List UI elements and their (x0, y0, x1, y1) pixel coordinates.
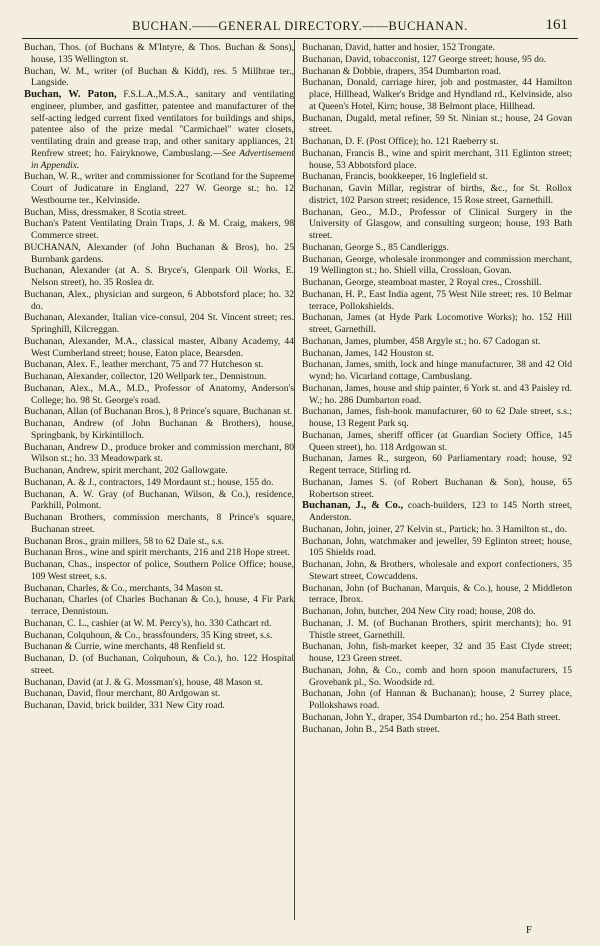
entry-text: Buchanan Bros., grain millers, 58 to 62 Dale st., s.s. (24, 535, 224, 547)
entry-text: Buchanan, Alexander, collector, 120 Wellpark ter., Dennistoun. (24, 371, 267, 382)
left-column (24, 42, 294, 712)
entry-text: Buchanan, David (at J. & G. Mossman's), house, 48 Mason st. (24, 676, 263, 688)
entry-text: Buchanan, David, brick builder, 331 New City road. (24, 700, 225, 711)
directory-entry (24, 171, 294, 206)
directory-entry (24, 289, 294, 313)
entry-text: Buchanan & Dobbie, drapers, 354 Dumbarton road. (302, 65, 502, 77)
directory-entry (302, 477, 572, 501)
entry-text: Buchanan, James, sheriff officer (at Guardian Society Office, 145 Queen street), ho. 118 Ardgowan st. (302, 429, 572, 453)
directory-entry (24, 359, 294, 371)
entry-name: Buchan, W. Paton, (24, 89, 117, 100)
directory-entry (302, 359, 572, 383)
directory-entry (302, 712, 572, 724)
entry-text: Buchanan, John, joiner, 27 Kelvin st., Partick; ho. 3 Hamilton st., do. (302, 523, 568, 535)
entry-text: Buchanan, J. M. (of Buchanan Brothers, spirit merchants); ho. 91 Thistle street, Garnethill. (302, 617, 572, 641)
directory-entry (302, 559, 572, 583)
entry-text: Buchanan, Alex., physician and surgeon, 6 Abbotsford place; ho. 32 do. (24, 288, 294, 312)
directory-entry (302, 524, 572, 536)
directory-entry (302, 254, 572, 278)
directory-entry (302, 406, 572, 430)
directory-entry (302, 500, 572, 524)
directory-entry (302, 77, 572, 112)
directory-entry (24, 465, 294, 477)
directory-entry (302, 312, 572, 336)
directory-entry (302, 113, 572, 137)
directory-entry (24, 242, 294, 266)
entry-text: Buchanan & Currie, wine merchants, 48 Renfield st. (24, 641, 226, 653)
entry-text: Buchanan, James R., surgeon, 60 Parliamentary road; house, 92 Regent terrace, Stirling rd. (302, 453, 572, 476)
directory-entry (302, 453, 572, 477)
directory-entry (24, 371, 294, 383)
entry-text: Buchan, Miss, dressmaker, 8 Scotia street. (24, 206, 187, 218)
entry-text: Buchanan, James, 142 Houston st. (302, 347, 434, 359)
entry-text: Buchanan, Francis B., wine and spirit merchant, 311 Eglinton street; house, 53 Abbotsford place. (302, 147, 572, 171)
entry-text: Buchanan, David, tobacconist, 127 George street; house, 95 do. (302, 53, 547, 65)
entry-text: F.S.L.A.,M.S.A., sanitary and ventilating engineer, plumber, and gasfitter, patentee and manufacturer of the self-acting ledged current fixed ventilators for buildings and ships, patentee also of the prize medal "Carmichael" water closets, ventilating drain and grease trap, and other sanitary appliances, 21 Renfrew street; ho. Fairyknowe, Cambuslang.— (31, 89, 294, 159)
directory-entry (302, 348, 572, 360)
directory-entry (302, 289, 572, 313)
entry-text: Buchanan, John, watchmaker and jeweller, 59 Eglinton street; house, 105 Shields road. (302, 535, 572, 559)
entry-text: Buchanan, David, flour merchant, 80 Ardgowan st. (24, 688, 221, 700)
entry-text: Buchanan, Alex., M.A., M.D., Professor of Anatomy, Anderson's College; ho. 98 St. George's road. (24, 382, 294, 406)
directory-entry (302, 207, 572, 242)
entry-text: Buchanan, Geo., M.D., Professor of Clinical Surgery in the University of Glasgow, and consulting surgeon; house, 193 Bath street. (302, 206, 572, 241)
directory-entry (24, 489, 294, 513)
directory-entry (24, 594, 294, 618)
directory-entry (302, 583, 572, 607)
directory-entry (24, 583, 294, 595)
running-header (22, 17, 578, 37)
directory-entry (24, 336, 294, 360)
entry-text: Buchanan, Alex. F., leather merchant, 75 and 77 Hutcheson st. (24, 359, 264, 371)
directory-entry (302, 688, 572, 712)
entry-text: Buchan's Patent Ventilating Drain Traps, J. & M. Craig, makers, 98 Commerce street. (24, 218, 294, 241)
entry-text: Buchanan, George, steamboat master, 2 Royal cres., Crosshill. (302, 277, 542, 288)
directory-entry (302, 536, 572, 560)
directory-entry (24, 406, 294, 418)
entry-text: Buchanan, Charles, & Co., merchants, 34 Mason st. (24, 582, 224, 594)
entry-text: Buchanan, John, butcher, 204 New City road; house, 208 do. (302, 606, 536, 617)
entry-text: Buchanan Bros., wine and spirit merchants, 216 and 218 Hope street. (24, 547, 290, 559)
entry-text: Buchanan, H. P., East India agent, 75 West Nile street; res. 10 Belmar terrace, Pollokshields. (302, 288, 572, 312)
directory-entry (24, 442, 294, 466)
entry-text: Buchanan, John (of Buchanan, Marquis, & Co.), house, 2 Middleton terrace, Ibrox. (302, 582, 572, 606)
entry-text: Buchan, W. M., writer (of Buchan & Kidd), res. 5 Millbrae ter., Langside. (24, 65, 294, 89)
entry-text: Buchanan, Alexander, Italian vice-consul, 204 St. Vincent street; res. Springhill, Kilcreggan. (24, 312, 294, 335)
directory-entry (302, 383, 572, 407)
directory-entry (24, 653, 294, 677)
directory-entry (302, 54, 572, 66)
entry-text: Buchan, W. R., writer and commissioner for Scotland for the Supreme Court of Judicature in England, 227 W. George st.; ho. 12 Westbourne ter., Kelvinside. (24, 171, 294, 206)
entry-name: Buchanan, J., & Co., (302, 500, 404, 512)
entry-text: Buchanan, John Y., draper, 354 Dumbarton rd.; ho. 254 Bath street. (302, 711, 561, 723)
entry-text: Buchan, Thos. (of Buchans & M'Intyre, & Thos. Buchan & Sons), house, 135 Wellington st. (24, 42, 294, 65)
entry-text: Buchanan Brothers, commission merchants, 8 Prince's square, Buchanan street. (24, 512, 294, 535)
entry-text: Buchanan, A. & J., contractors, 149 Mordaunt st.; house, 155 do. (24, 476, 274, 488)
entry-text: Buchanan, C. L., cashier (at W. M. Percy's), ho. 330 Cathcart rd. (24, 617, 272, 629)
directory-entry (24, 66, 294, 90)
column-divider (294, 40, 295, 920)
entry-text: Buchanan, Charles (of Charles Buchanan & Co.), house, 4 Fir Park terrace, Dennistoun. (24, 594, 294, 617)
entry-text: Buchanan, John (of Hannan & Buchanan); house, 2 Surrey place, Pollokshaws road. (302, 688, 572, 711)
directory-entry (24, 559, 294, 583)
directory-entry (302, 242, 572, 254)
directory-entry (302, 277, 572, 289)
entry-text: Buchanan, Andrew D., produce broker and commission merchant, 80 Wilson st.; ho. 33 Meadowpark st. (24, 441, 294, 465)
entry-text: Buchanan, John, & Brothers, wholesale and export confectioners, 35 Stewart street, Cowcaddens. (302, 559, 572, 582)
directory-entry (24, 688, 294, 700)
directory-entry (24, 477, 294, 489)
directory-entry (24, 218, 294, 242)
directory-entry (24, 265, 294, 289)
directory-entry (302, 148, 572, 172)
entry-text: Buchanan, D. (of Buchanan, Colquhoun, & Co.), ho. 122 Hospital street. (24, 653, 294, 676)
directory-entry (302, 42, 572, 54)
entry-text: Buchanan, Allan (of Buchanan Bros.), 8 Prince's square, Buchanan st. (24, 406, 293, 418)
entry-text: Buchanan, George S., 85 Candleriggs. (302, 241, 449, 253)
directory-entry (24, 536, 294, 548)
entry-text: Buchanan, D. F. (Post Office); ho. 121 Raeberry st. (302, 136, 499, 147)
directory-entry (24, 89, 294, 171)
header-rule (22, 38, 578, 39)
directory-entry (302, 606, 572, 618)
directory-entry (24, 547, 294, 559)
directory-entry (302, 618, 572, 642)
directory-entry (302, 171, 572, 183)
entry-text: Buchanan, James, smith, lock and hinge manufacturer, 38 and 42 Old wynd; ho. Vicarland cottage, Cambuslang. (302, 359, 572, 382)
directory-entry (302, 641, 572, 665)
directory-entry (302, 136, 572, 148)
entry-text: coach-builders, 123 to 145 North street, Anderston. (309, 500, 573, 523)
entry-text: Buchanan, Colquhoun, & Co., brassfounders, 35 King street, s.s. (24, 629, 273, 641)
directory-entry (24, 312, 294, 336)
entry-text: Buchanan, James (at Hyde Park Locomotive Works); ho. 152 Hill street, Garnethill. (302, 312, 572, 335)
entry-text: Buchanan, Andrew (of John Buchanan & Brothers), house, Springbank, by Kirkintilloch. (24, 418, 294, 441)
entry-text: Buchanan, Dugald, metal refiner, 59 St. Ninian st.; house, 24 Govan street. (302, 112, 572, 136)
directory-entry (24, 700, 294, 712)
entry-text: Buchanan, Gavin Millar, registrar of births, &c., for St. Rollox district, 102 Parson street; residence, 15 Rose street, Garnethill. (302, 183, 572, 206)
entry-text: Buchanan, Francis, bookkeeper, 16 Inglefield st. (302, 171, 488, 183)
directory-entry (302, 665, 572, 689)
directory-entry (24, 618, 294, 630)
entry-text: Buchanan, David, hatter and hosier, 152 Trongate. (302, 42, 496, 53)
directory-entry (24, 630, 294, 642)
directory-entry (24, 383, 294, 407)
signature-mark: F (525, 924, 532, 936)
directory-entry (302, 430, 572, 454)
entry-note: See Advertisement in Appendix. (31, 147, 294, 171)
directory-entry (302, 183, 572, 207)
directory-entry (24, 641, 294, 653)
directory-entry (24, 207, 294, 219)
directory-entry (302, 336, 572, 348)
entry-text: Buchanan, James, fish-hook manufacturer, 60 to 62 Dale street, s.s.; house, 13 Regent Park sq. (302, 406, 572, 429)
entry-text: BUCHANAN, Alexander (of John Buchanan & Bros), ho. 25 Burnbank gardens. (24, 241, 294, 265)
entry-text: Buchanan, Alexander, M.A., classical master, Albany Academy, 44 West Cumberland street; house, Eaton place, Bearsden. (24, 335, 294, 359)
page-number: 161 (545, 17, 568, 33)
entry-text: Buchanan, John, & Co., comb and horn spoon manufacturers, 15 Grovebank pl., So. Woodside rd. (302, 664, 572, 688)
directory-entry (24, 512, 294, 536)
running-title: BUCHAN.——GENERAL DIRECTORY.——BUCHANAN. (132, 19, 468, 33)
entry-text: Buchanan, Donald, carriage hirer, job and postmaster, 44 Hamilton place, Hillhead, Walker's Bridge and Hyndland rd., Kelvinside, also at Queen's Hotel, Kirn; house, 38 Belmont place, Hillhead. (302, 77, 572, 112)
entry-text: Buchanan, A. W. Gray (of Buchanan, Wilson, & Co.), residence, Parkhill, Polmont. (24, 488, 294, 512)
entry-text: Buchanan, Chas., inspector of police, Southern Police Office; house, 109 West street, s.s. (24, 559, 294, 582)
entry-text: Buchanan, John, fish-market keeper, 32 and 35 East Clyde street; house, 123 Green street. (302, 641, 572, 664)
entry-text: Buchanan, Alexander (at A. S. Bryce's, Glenpark Oil Works, E. Nelson street), ho. 35 Roslea dr. (24, 265, 294, 288)
entry-text: Buchanan, James S. (of Robert Buchanan & Son), house, 65 Robertson street. (302, 476, 572, 500)
directory-entry (302, 724, 572, 736)
entry-text: Buchanan, James, house and ship painter, 6 York st. and 43 Paisley rd. W.; ho. 286 Dumbarton road. (302, 382, 572, 406)
entry-text: Buchanan, John B., 254 Bath street. (302, 723, 440, 735)
directory-entry (302, 66, 572, 78)
entry-text: Buchanan, James, plumber, 458 Argyle st.; ho. 67 Cadogan st. (302, 335, 541, 347)
directory-entry (24, 677, 294, 689)
entry-text: Buchanan, Andrew, spirit merchant, 202 Gallowgate. (24, 465, 228, 476)
right-column (302, 42, 572, 735)
entry-text: Buchanan, George, wholesale ironmonger and commission merchant, 19 Wellington st.; ho. Shiell villa, Crossloan, Govan. (302, 253, 572, 277)
directory-entry (24, 42, 294, 66)
directory-entry (24, 418, 294, 442)
